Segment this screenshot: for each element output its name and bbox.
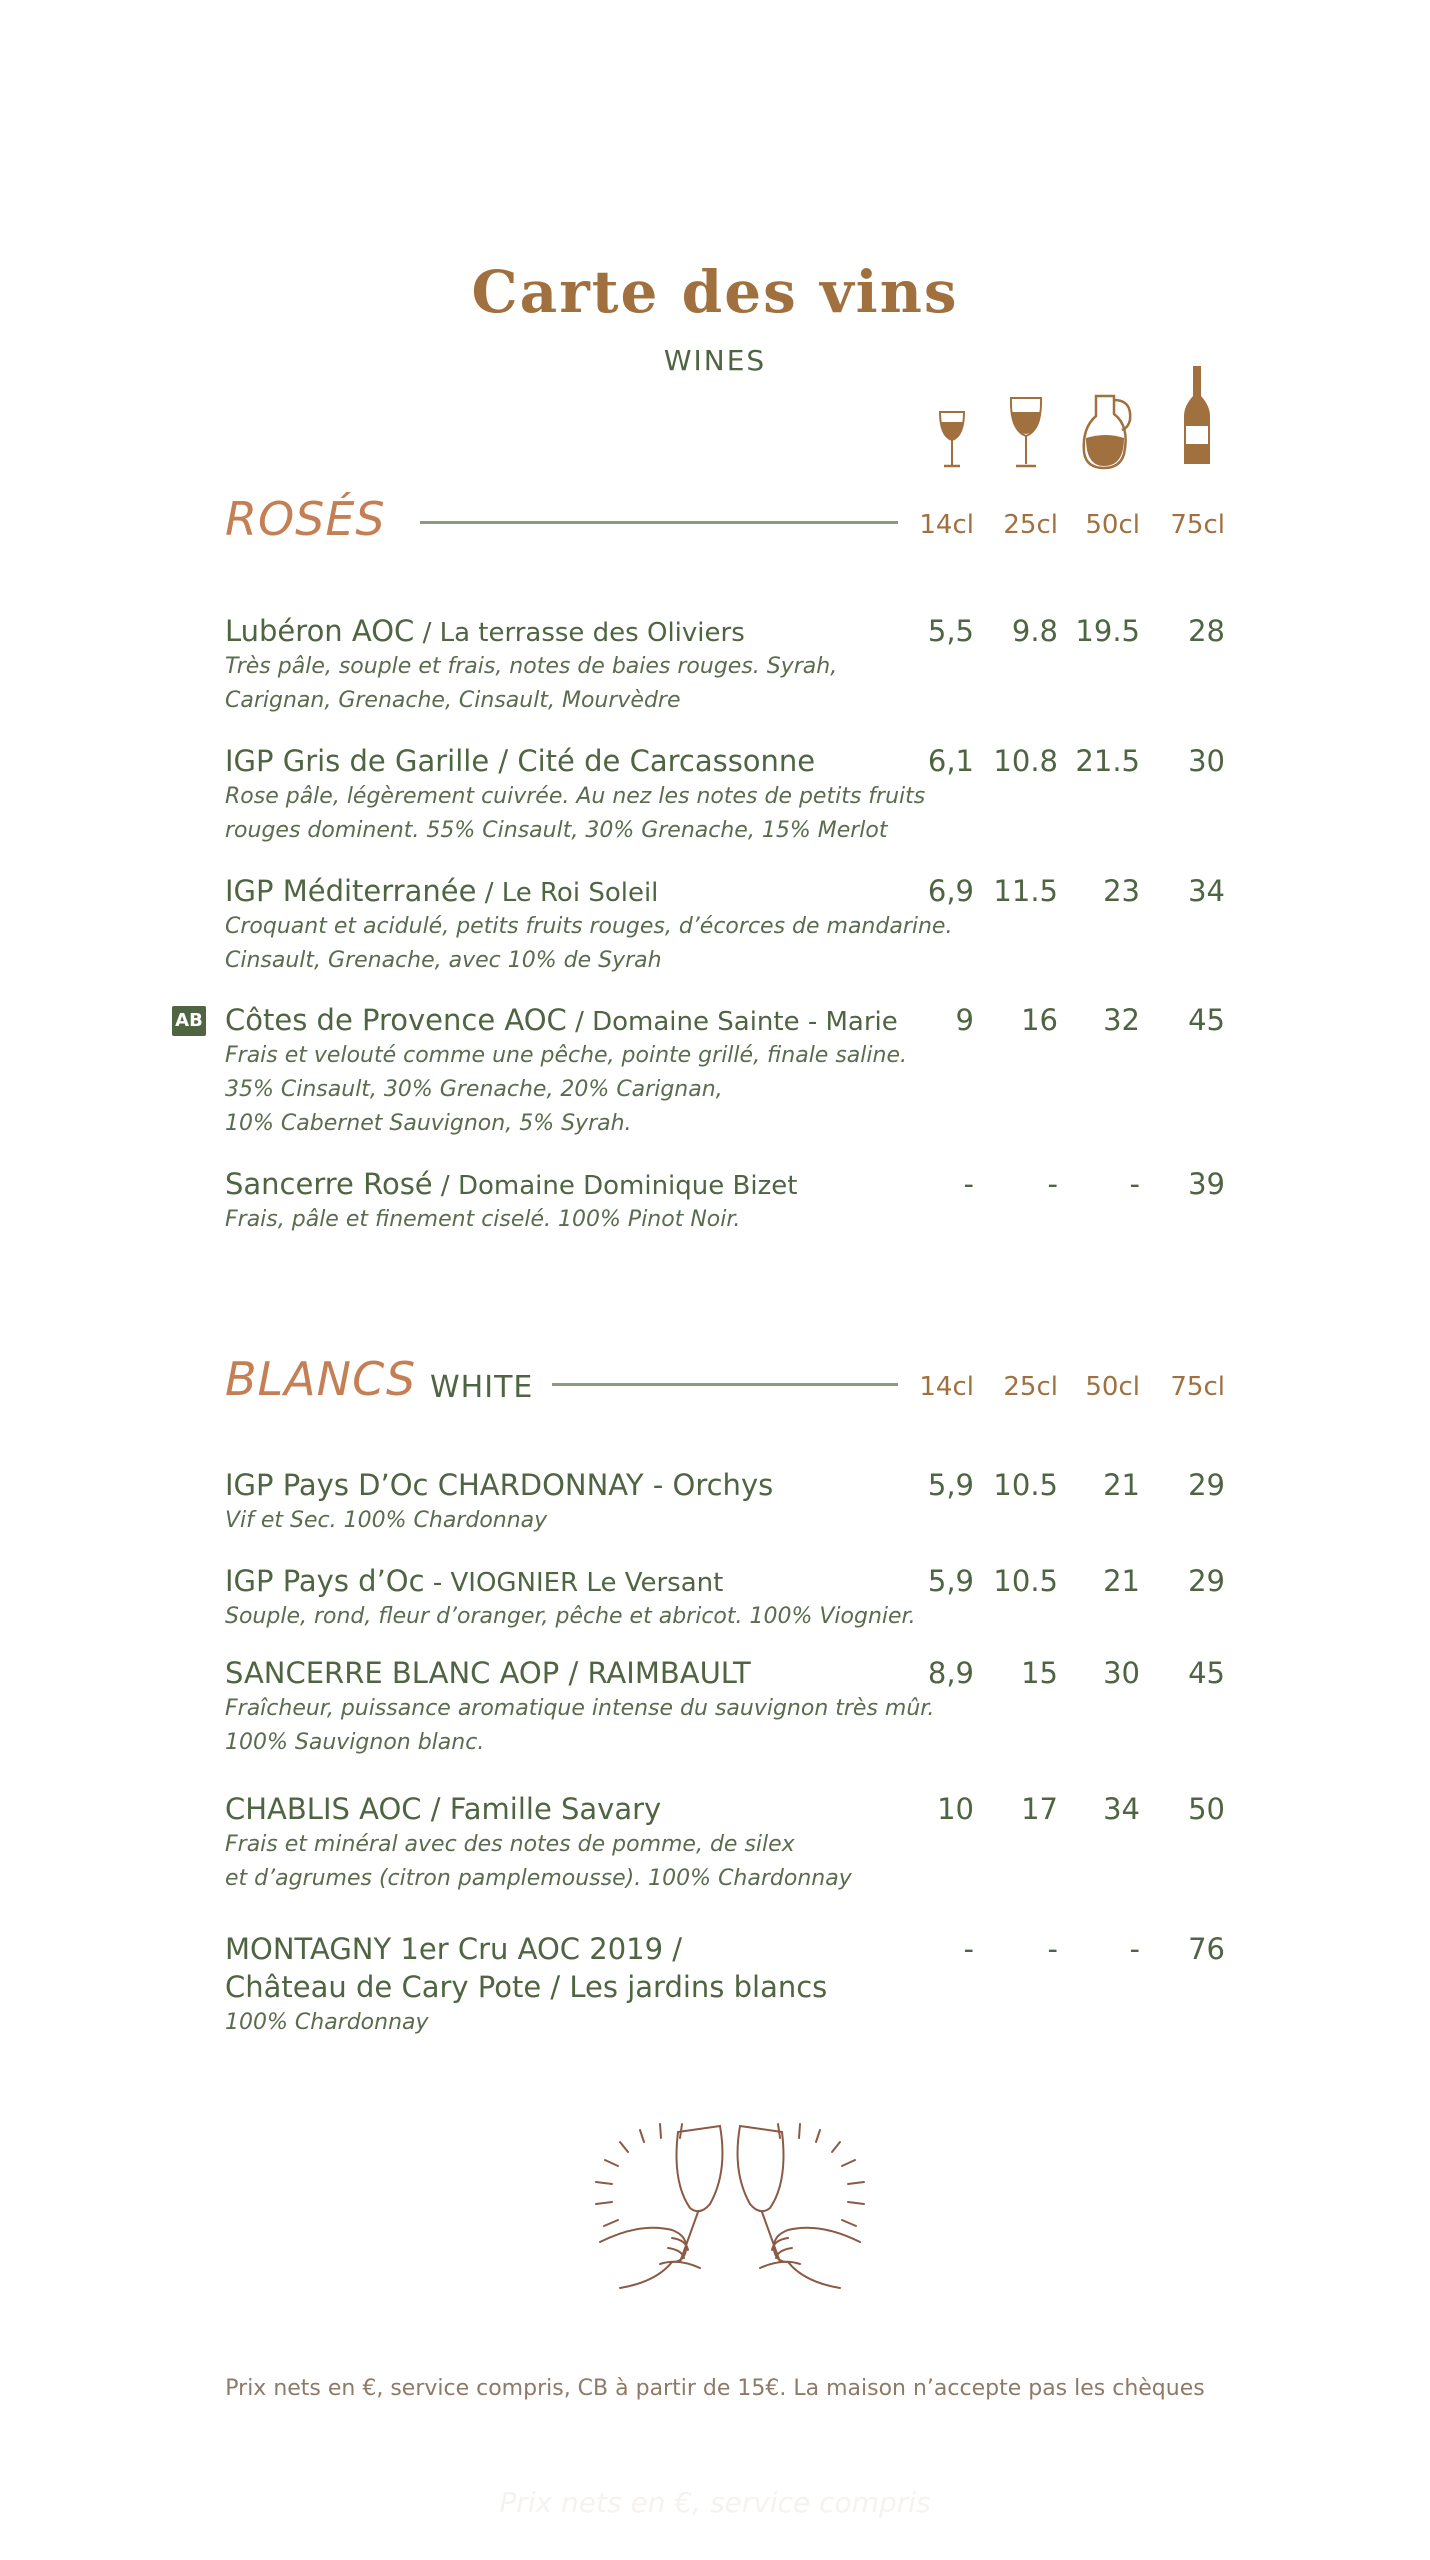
wine-producer: - VIOGNIER Le Versant	[424, 1568, 724, 1598]
wine-title: SANCERRE BLANC AOP / RAIMBAULT	[225, 1656, 751, 1690]
description-line: et d’agrumes (citron pamplemousse). 100% Chardonnay	[225, 1866, 852, 1891]
wine-title: CHABLIS AOC / Famille Savary	[225, 1792, 662, 1826]
price-14cl: 5,9	[927, 1468, 974, 1502]
page-subtitle: WINES	[663, 344, 767, 377]
wine-name	[225, 1792, 661, 1826]
price-25cl: 9.8	[1011, 614, 1058, 648]
price-50cl: 30	[1103, 1656, 1140, 1690]
wine-glass-small-icon	[938, 410, 966, 470]
description-line: Très pâle, souple et frais, notes de baies rouges. Syrah,	[225, 654, 838, 679]
price-75cl: 45	[1188, 1656, 1225, 1690]
description-line: Frais et velouté comme une pêche, pointe grillé, finale saline.	[225, 1043, 907, 1068]
wine-description	[225, 650, 837, 718]
section-title-roses: ROSÉS	[225, 492, 386, 546]
price-50cl: 19.5	[1075, 614, 1140, 648]
price-50cl: 34	[1103, 1792, 1140, 1826]
price-25cl: 17	[1021, 1792, 1058, 1826]
wine-name	[225, 1656, 751, 1690]
footer-watermark: Prix nets en €, service compris	[499, 2486, 931, 2519]
wine-producer: / Domaine Dominique Bizet	[432, 1171, 798, 1201]
wine-glass-large-icon	[1008, 396, 1044, 470]
price-14cl: 9	[955, 1003, 974, 1037]
price-50cl: 23	[1103, 874, 1140, 908]
price-14cl: 8,9	[927, 1656, 974, 1690]
price-25cl: -	[1047, 1932, 1058, 1966]
wine-description	[225, 1692, 934, 1760]
wine-title: IGP Pays d’Oc	[225, 1564, 425, 1598]
price-75cl: 29	[1188, 1468, 1225, 1502]
price-50cl: 21.5	[1075, 744, 1140, 778]
description-line: Rose pâle, légèrement cuivrée. Au nez les notes de petits fruits	[225, 784, 926, 809]
carafe-icon	[1080, 392, 1136, 470]
price-75cl: 50	[1188, 1792, 1225, 1826]
price-75cl: 45	[1188, 1003, 1225, 1037]
price-50cl: 21	[1103, 1468, 1140, 1502]
organic-badge: AB	[172, 1006, 206, 1036]
price-50cl: 21	[1103, 1564, 1140, 1598]
wine-title: Lubéron AOC	[225, 614, 415, 648]
price-50cl: 32	[1103, 1003, 1140, 1037]
wine-name	[225, 874, 658, 908]
description-line: Carignan, Grenache, Cinsault, Mourvèdre	[225, 688, 681, 713]
wine-description	[225, 1039, 907, 1141]
wine-producer: / Le Roi Soleil	[476, 878, 659, 908]
wine-description	[225, 1203, 740, 1237]
price-25cl: 10.5	[993, 1468, 1058, 1502]
price-25cl: 11.5	[993, 874, 1058, 908]
price-14cl: 6,1	[927, 744, 974, 778]
wine-name	[225, 1003, 898, 1037]
section-title-blancs: BLANCS	[225, 1352, 417, 1406]
column-header-50cl: 50cl	[1085, 510, 1140, 540]
section-divider	[420, 521, 898, 524]
wine-producer: / La terrasse des Oliviers	[414, 618, 745, 648]
price-75cl: 76	[1188, 1932, 1225, 1966]
price-75cl: 39	[1188, 1167, 1225, 1201]
description-line: Cinsault, Grenache, avec 10% de Syrah	[225, 948, 662, 973]
column-header-75cl: 75cl	[1170, 510, 1225, 540]
description-line: Frais et minéral avec des notes de pomme, de silex	[225, 1832, 795, 1857]
description-line: 100% Chardonnay	[225, 2010, 429, 2035]
footer-note: Prix nets en €, service compris, CB à partir de 15€. La maison n’accepte pas les chèques	[225, 2376, 1205, 2401]
description-line: Frais, pâle et finement ciselé. 100% Pinot Noir.	[225, 1207, 741, 1232]
description-line: Croquant et acidulé, petits fruits rouges, d’écorces de mandarine.	[225, 914, 953, 939]
wine-name	[225, 1564, 723, 1598]
wine-description	[225, 1600, 916, 1634]
wine-description	[225, 780, 925, 848]
wine-producer: / Domaine Sainte - Marie	[566, 1007, 898, 1037]
price-25cl: 16	[1021, 1003, 1058, 1037]
price-25cl: 10.8	[993, 744, 1058, 778]
wine-description	[225, 1504, 547, 1538]
wine-name	[225, 1932, 682, 1966]
bottle-icon	[1182, 366, 1212, 466]
wine-name-line2: Château de Cary Pote / Les jardins blancs	[225, 1970, 828, 2004]
column-header-25cl: 25cl	[1003, 1372, 1058, 1402]
section-divider	[552, 1383, 898, 1386]
wine-title: IGP Gris de Garille / Cité de Carcassonne	[225, 744, 816, 778]
price-14cl: 5,9	[927, 1564, 974, 1598]
column-header-25cl: 25cl	[1003, 510, 1058, 540]
price-14cl: -	[963, 1167, 974, 1201]
price-25cl: -	[1047, 1167, 1058, 1201]
wine-description	[225, 910, 952, 978]
wine-name	[225, 1468, 773, 1502]
column-header-75cl: 75cl	[1170, 1372, 1225, 1402]
description-line: rouges dominent. 55% Cinsault, 30% Grenache, 15% Merlot	[225, 818, 888, 843]
wine-name	[225, 614, 745, 648]
description-line: Vif et Sec. 100% Chardonnay	[225, 1508, 548, 1533]
wine-title: IGP Méditerranée	[225, 874, 477, 908]
toasting-glasses-illustration	[560, 2112, 900, 2302]
wine-name	[225, 744, 815, 778]
page-title: Carte des vins	[471, 258, 959, 326]
wine-title: Sancerre Rosé	[225, 1167, 433, 1201]
price-50cl: -	[1129, 1167, 1140, 1201]
wine-title: Côtes de Provence AOC	[225, 1003, 567, 1037]
wine-title: MONTAGNY 1er Cru AOC 2019 /	[225, 1932, 683, 1966]
section-subtitle-white: WHITE	[430, 1370, 534, 1405]
description-line: Fraîcheur, puissance aromatique intense du sauvignon très mûr.	[225, 1696, 935, 1721]
price-25cl: 10.5	[993, 1564, 1058, 1598]
description-line: 10% Cabernet Sauvignon, 5% Syrah.	[225, 1111, 632, 1136]
wine-name	[225, 1167, 797, 1201]
price-14cl: 5,5	[927, 614, 974, 648]
wine-title: IGP Pays D’Oc CHARDONNAY - Orchys	[225, 1468, 774, 1502]
price-14cl: -	[963, 1932, 974, 1966]
description-line: 35% Cinsault, 30% Grenache, 20% Carignan,	[225, 1077, 723, 1102]
column-header-14cl: 14cl	[919, 1372, 974, 1402]
price-14cl: 6,9	[927, 874, 974, 908]
price-75cl: 30	[1188, 744, 1225, 778]
description-line: Souple, rond, fleur d’oranger, pêche et abricot. 100% Viognier.	[225, 1604, 916, 1629]
column-header-14cl: 14cl	[919, 510, 974, 540]
price-75cl: 34	[1188, 874, 1225, 908]
price-75cl: 29	[1188, 1564, 1225, 1598]
price-25cl: 15	[1021, 1656, 1058, 1690]
description-line: 100% Sauvignon blanc.	[225, 1730, 485, 1755]
price-14cl: 10	[937, 1792, 974, 1826]
price-50cl: -	[1129, 1932, 1140, 1966]
wine-description	[225, 2006, 429, 2040]
price-75cl: 28	[1188, 614, 1225, 648]
wine-description	[225, 1828, 852, 1896]
column-header-50cl: 50cl	[1085, 1372, 1140, 1402]
